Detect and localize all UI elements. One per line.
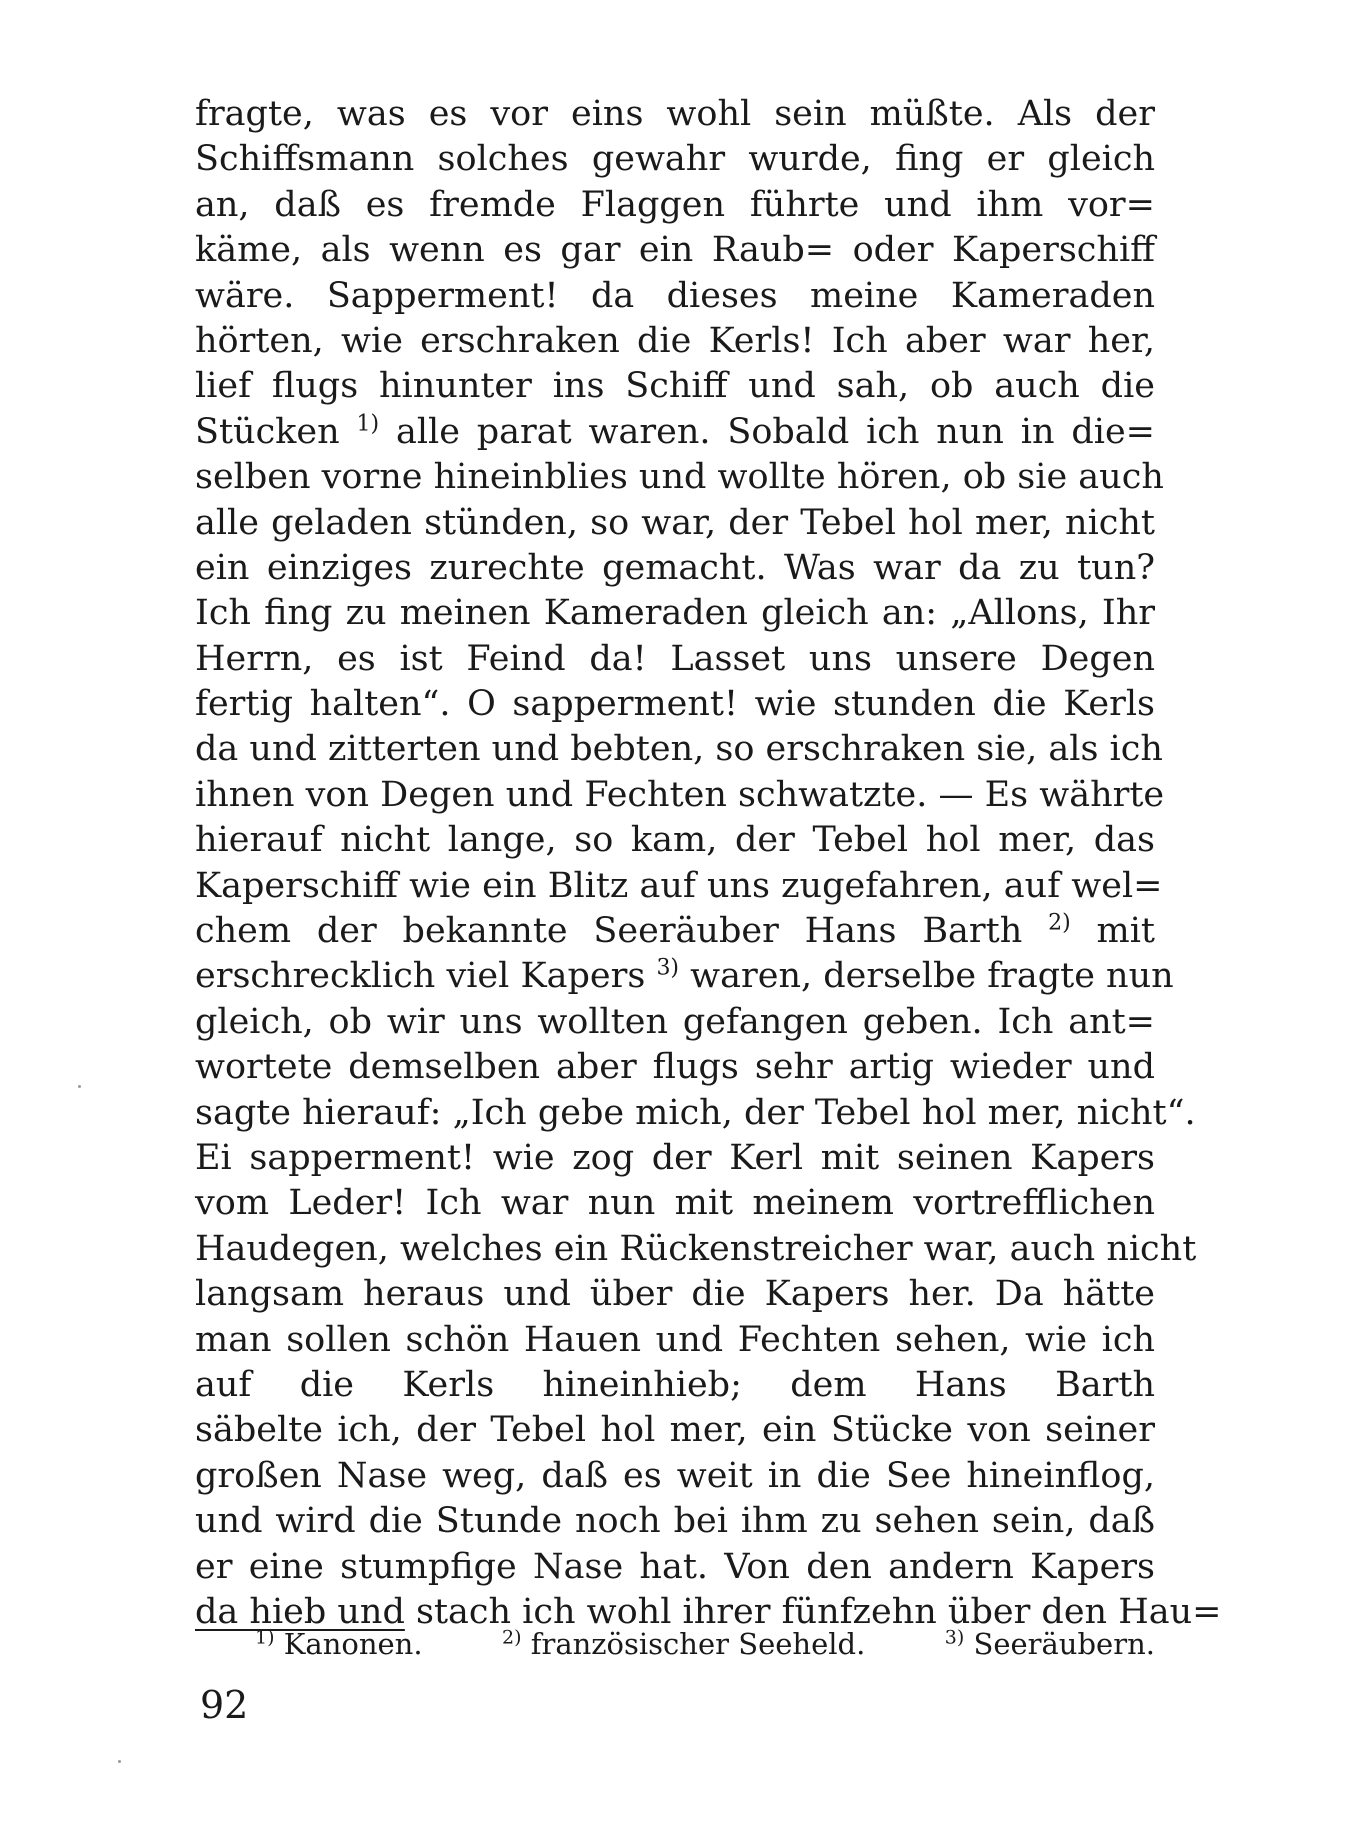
text-line: Schiffsmann solches gewahr wurde, fing er gleich [195, 139, 1155, 180]
text-line: wortete demselben aber flugs sehr artig wieder und [195, 1047, 1155, 1088]
footnote-2 [502, 1627, 865, 1661]
text-fragment: mit [1096, 911, 1155, 952]
text-line: gleich, ob wir uns wollten gefangen geben. Ich ant= [195, 1001, 1155, 1042]
text-line: er eine stumpfige Nase hat. Von den andern Kapers [195, 1546, 1155, 1587]
footnotes [255, 1627, 1155, 1661]
text-fragment: stach ich wohl ihrer fünfzehn über den Hau= [416, 1591, 1222, 1632]
text-line [195, 410, 1155, 455]
text-line: da und zitterten und bebten, so erschraken sie, als ich [195, 729, 1163, 770]
text-line: selben vorne hineinblies und wollte hören, ob sie auch [195, 457, 1164, 498]
text-line: fertig halten“. O sapperment! wie stunden die Kerls [195, 684, 1155, 725]
text-line: man sollen schön Hauen und Fechten sehen, wie ich [195, 1319, 1155, 1360]
text-line: ihnen von Degen und Fechten schwatzte. — Es währte [195, 774, 1165, 815]
footnote-1 [255, 1627, 423, 1661]
text-line: hierauf nicht lange, so kam, der Tebel hol mer, das [195, 820, 1155, 861]
text-line: auf die Kerls hineinhieb; dem Hans Barth [195, 1364, 1155, 1405]
footnote-text: Seeräubern. [973, 1627, 1155, 1661]
text-line [195, 909, 1155, 954]
text-fragment: chem der bekannte Seeräuber Hans Barth [195, 911, 1023, 952]
text-line: lief flugs hinunter ins Schiff und sah, ob auch die [195, 366, 1155, 407]
text-line: vom Leder! Ich war nun mit meinem vortrefflichen [195, 1183, 1155, 1224]
text-line: ein einziges zurechte gemacht. Was war da zu tun? [195, 547, 1155, 588]
footnote-ref: 3) [656, 955, 680, 981]
paper-speck [118, 1760, 121, 1763]
body-text [195, 92, 1222, 1635]
text-line: sagte hierauf: „Ich gebe mich, der Tebel hol mer, nicht“. [195, 1092, 1196, 1133]
text-line: Haudegen, welches ein Rückenstreicher war, auch nicht [195, 1228, 1197, 1269]
footnote-mark: 1) [255, 1626, 275, 1649]
text-line: an, daß es fremde Flaggen führte und ihm vor= [195, 184, 1155, 225]
footnote-text: Kanonen. [283, 1627, 423, 1661]
text-line [195, 954, 1174, 999]
text-line: alle geladen stünden, so war, der Tebel hol mer, nicht [195, 502, 1155, 543]
footnote-mark: 3) [944, 1626, 965, 1649]
footnote-ref: 2) [1048, 910, 1071, 936]
footnote-text: französischer Seeheld. [530, 1627, 866, 1661]
text-fragment: erschrecklich viel Kapers [195, 956, 646, 997]
page-number: 92 [200, 1683, 249, 1727]
paper-speck [78, 1085, 81, 1088]
text-line: Herrn, es ist Feind da! Lasset uns unsere Degen [195, 638, 1155, 679]
text-line: großen Nase weg, daß es weit in die See hineinflog, [195, 1455, 1155, 1496]
text-line: käme, als wenn es gar ein Raub= oder Kaperschiff [195, 230, 1155, 271]
text-line: Ich fing zu meinen Kameraden gleich an: „Allons, Ihr [195, 593, 1155, 634]
text-line: langsam heraus und über die Kapers her. Da hätte [195, 1274, 1155, 1315]
text-fragment: Stücken [195, 411, 340, 452]
underlined-text: da hieb und [195, 1591, 405, 1632]
text-line: Kaperschiff wie ein Blitz auf uns zugefahren, auf wel= [195, 865, 1163, 906]
text-line: säbelte ich, der Tebel hol mer, ein Stücke von seiner [195, 1410, 1155, 1451]
text-line: fragte, was es vor eins wohl sein müßte. Als der [195, 94, 1155, 134]
text-line: und wird die Stunde noch bei ihm zu sehen sein, daß [195, 1501, 1155, 1542]
text-fragment: waren, derselbe fragte nun [690, 956, 1174, 997]
footnote-mark: 2) [501, 1626, 522, 1649]
text-line: hörten, wie erschraken die Kerls! Ich aber war her, [195, 320, 1155, 361]
footnote-3 [945, 1627, 1155, 1661]
text-line: Ei sapperment! wie zog der Kerl mit seinen Kapers [195, 1137, 1155, 1178]
text-line: wäre. Sapperment! da dieses meine Kameraden [195, 275, 1155, 316]
text-fragment: alle parat waren. Sobald ich nun in die= [395, 411, 1155, 452]
footnote-ref: 1) [356, 411, 380, 437]
